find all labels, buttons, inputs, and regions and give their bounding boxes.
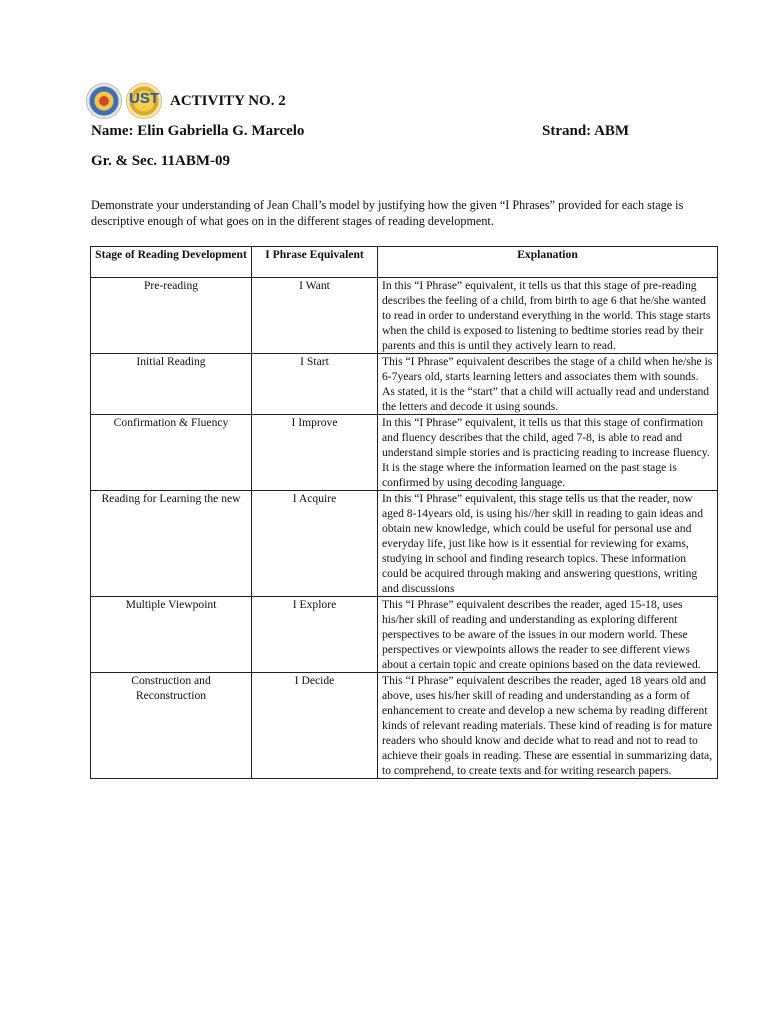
header-stage: Stage of Reading Development xyxy=(91,247,252,278)
header-phrase: I Phrase Equivalent xyxy=(252,247,378,278)
strand-label: Strand: ABM xyxy=(542,123,630,139)
table-row xyxy=(91,491,718,597)
activity-title: ACTIVITY NO. 2 xyxy=(170,93,286,109)
stage-cell: Reading for Learning the new xyxy=(91,491,252,597)
stage-cell: Pre-reading xyxy=(91,278,252,354)
table-row xyxy=(91,673,718,779)
grade-section: Gr. & Sec. 11ABM-09 xyxy=(91,153,231,169)
phrase-cell: I Start xyxy=(252,354,378,415)
stage-cell: Confirmation & Fluency xyxy=(91,415,252,491)
school-seal-icon xyxy=(86,83,122,119)
phrase-cell: I Explore xyxy=(252,597,378,673)
student-name: Name: Elin Gabriella G. Marcelo xyxy=(91,123,305,139)
phrase-cell: I Improve xyxy=(252,415,378,491)
logo-group xyxy=(86,83,162,121)
table-row xyxy=(91,354,718,415)
ust-seal-icon xyxy=(126,83,162,119)
stage-cell: Multiple Viewpoint xyxy=(91,597,252,673)
explanation-cell: This “I Phrase” equivalent describes the reader, aged 18 years old and above, uses his/her skill of reading and understanding as a form of enhancement to create and develop a new schema by reading different kinds of relevant reading materials. These kind of reading is for mature readers who should know and decide what to read and not to read to achieve their goals in reading. These are essential in summarizing data, to comprehend, to create texts and for writing research papers. xyxy=(378,673,718,779)
table-header-row xyxy=(91,247,718,278)
ust-seal-text: UST xyxy=(129,90,159,107)
header-explanation: Explanation xyxy=(378,247,718,278)
explanation-cell: In this “I Phrase” equivalent, it tells us that this stage of pre-reading describes the feeling of a child, from birth to age 6 that he/she wanted to read in order to understand everything in the world. This stage starts when the child is exposed to listening to bedtime stories read by their parents and this is until they actively learn to read. xyxy=(378,278,718,354)
phrase-cell: I Decide xyxy=(252,673,378,779)
explanation-cell: This “I Phrase” equivalent describes the reader, aged 15-18, uses his/her skill of reading and understanding as exploring different perspectives to be aware of the issues in our modern world. These perspectives or viewpoints allows the reader to see different views about a certain topic and create opinions based on the data reviewed. xyxy=(378,597,718,673)
reading-stages-table xyxy=(90,246,718,779)
table-row xyxy=(91,597,718,673)
phrase-cell: I Acquire xyxy=(252,491,378,597)
table-row xyxy=(91,278,718,354)
explanation-cell: This “I Phrase” equivalent describes the stage of a child when he/she is 6-7years old, starts learning letters and associates them with sounds. As stated, it is the “start” that a child will actually read and understand the letters and decode it using sounds. xyxy=(378,354,718,415)
stage-cell: Construction and Reconstruction xyxy=(91,673,252,779)
table-row xyxy=(91,415,718,491)
explanation-cell: In this “I Phrase” equivalent, this stage tells us that the reader, now aged 8-14years old, is using his//her skill in reading to gain ideas and obtain new knowledge, which could be useful for personal use and everyday life, just like how is it essential for reviewing for exams, studying in school and finding research topics. These information could be acquired through making and answering questions, writing and discussions xyxy=(378,491,718,597)
instructions-paragraph: Demonstrate your understanding of Jean Chall’s model by justifying how the given “I Phrases” provided for each stage is descriptive enough of what goes on in the different stages of reading development. xyxy=(91,198,684,228)
explanation-cell: In this “I Phrase” equivalent, it tells us that this stage of confirmation and fluency describes that the child, aged 7-8, is able to read and understand simple stories and is practicing reading to increase fluency. It is the stage where the information learned on the past stage is confirmed by using decoding language. xyxy=(378,415,718,491)
phrase-cell: I Want xyxy=(252,278,378,354)
stage-cell: Initial Reading xyxy=(91,354,252,415)
